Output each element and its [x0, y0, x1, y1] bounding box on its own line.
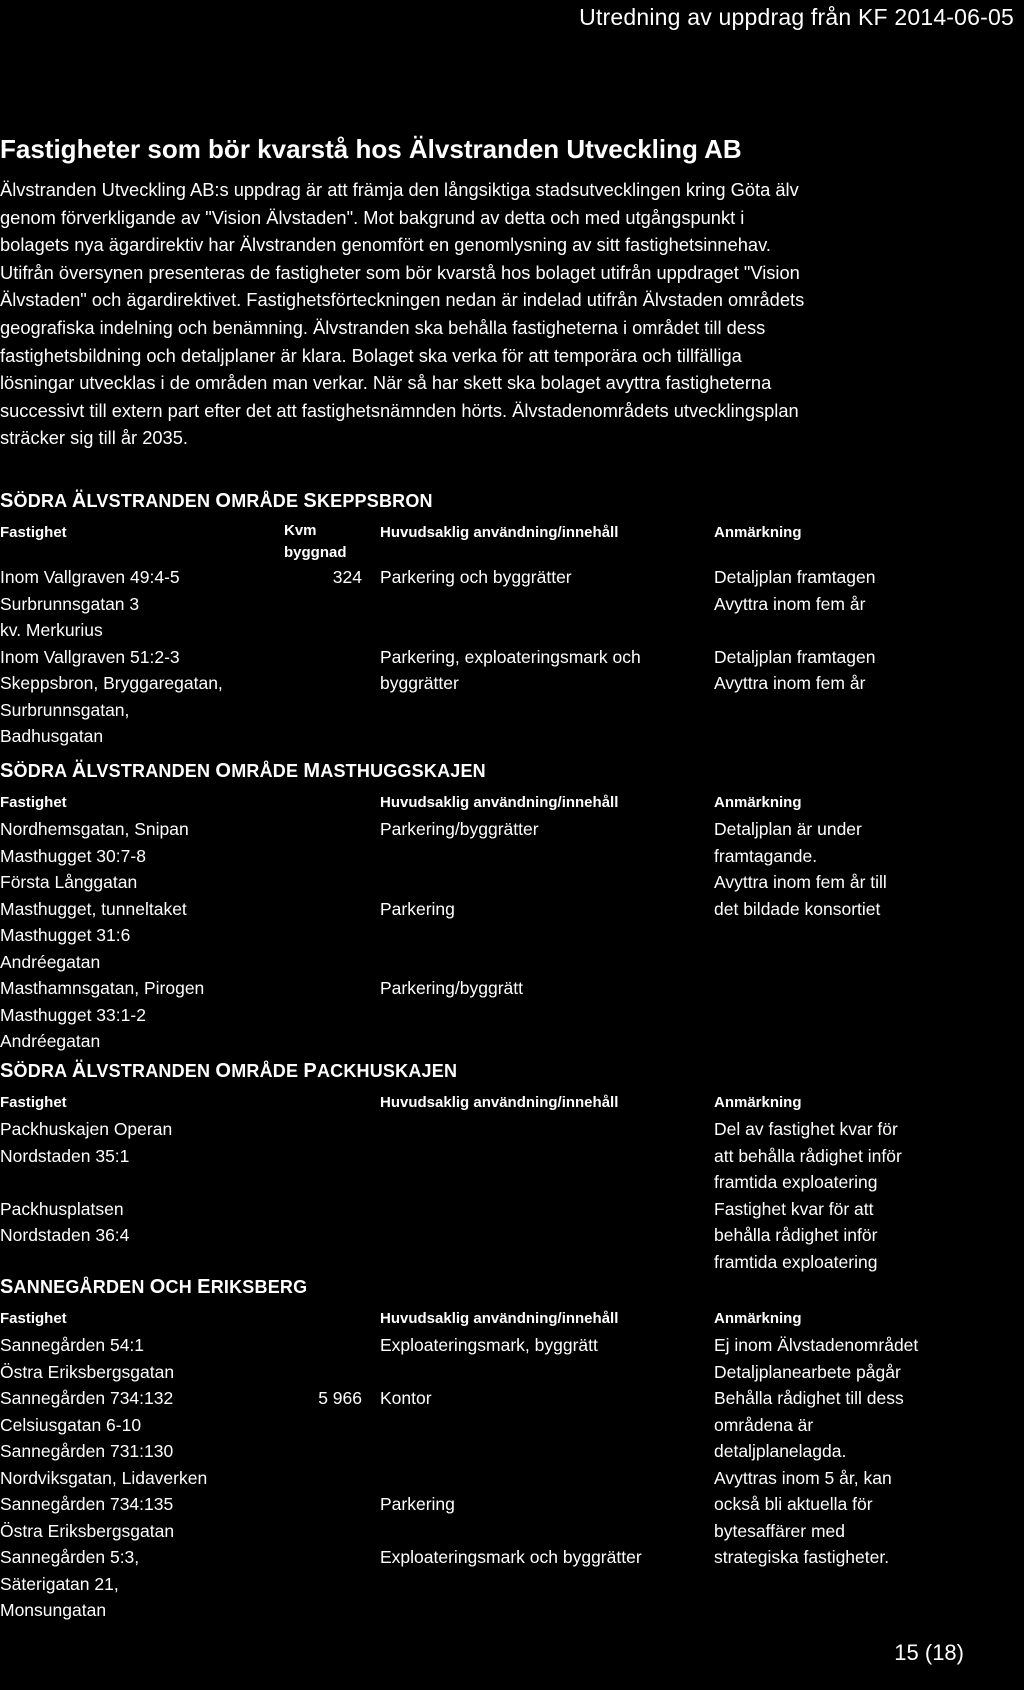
- intro-line: sträcker sig till år 2035.: [0, 427, 188, 449]
- page-number: 15 (18): [894, 1640, 964, 1665]
- header-c3: Huvudsaklig användning/innehåll: [380, 1310, 619, 1327]
- cell-line: Exploateringsmark och byggrätter: [380, 1547, 642, 1567]
- cell-c1: [0, 644, 270, 750]
- cell-line: Avyttra inom fem år: [714, 593, 866, 614]
- cell-line: Celsiusgatan 6-10: [0, 1414, 142, 1435]
- cell-line: Parkering: [380, 1494, 455, 1514]
- cell-line: Fastighet kvar för att: [714, 1198, 874, 1219]
- cell-line: detaljplanelagda.: [714, 1441, 847, 1461]
- header-c1: Fastighet: [0, 1094, 67, 1111]
- cell-line: Nordviksgatan, Lidaverken: [0, 1467, 208, 1488]
- cell-line: Kontor: [380, 1388, 432, 1408]
- cell-c4: [714, 1116, 984, 1196]
- cell-line: Parkering och byggrätter: [380, 567, 572, 587]
- cell-line: Inom Vallgraven 49:4-5: [0, 567, 180, 587]
- cell-line: framtagande.: [714, 845, 818, 866]
- cell-line: bytesaffärer med: [714, 1520, 845, 1541]
- cell-c3: [380, 816, 700, 843]
- cell-line: strategiska fastigheter.: [714, 1547, 890, 1567]
- cell-line: kv. Merkurius: [0, 620, 103, 640]
- table-header: [0, 1306, 980, 1332]
- cell-line: Första Långgatan: [0, 872, 138, 892]
- table-row: [0, 975, 980, 1055]
- cell-line: Masthugget 31:6: [0, 925, 131, 945]
- cell-line: Nordstaden 35:1: [0, 1145, 130, 1166]
- cell-c3: [380, 1332, 700, 1359]
- intro-line: Utifrån översynen presenteras de fastigheter som bör kvarstå hos bolaget utifrån uppdraget "Vision: [0, 261, 800, 283]
- section-title-sannegarden-eriksberg: SANNEGÅRDEN OCH ERIKSBERG: [0, 1276, 308, 1298]
- cell-line: Sannegården 5:3,: [0, 1547, 140, 1567]
- section-title-skeppsbron: SÖDRA ÄLVSTRANDEN OMRÅDE SKEPPSBRON: [0, 490, 433, 512]
- table-masthuggskajen: [0, 790, 980, 1055]
- table-row: [0, 816, 980, 896]
- cell-c3: [380, 896, 700, 923]
- table-row: [0, 896, 980, 976]
- header-c4: Anmärkning: [714, 1310, 802, 1327]
- intro-line: lösningar utvecklas i de områden man verkar. När så har skett ska bolaget avyttra fastigheterna: [0, 372, 772, 394]
- cell-line: Packhusplatsen: [0, 1198, 124, 1219]
- header-c1: Fastighet: [0, 794, 67, 811]
- cell-line: Surbrunnsgatan 3: [0, 593, 140, 614]
- cell-line: byggrätter: [380, 673, 459, 693]
- cell-c3: [380, 564, 700, 591]
- cell-c4: [714, 1385, 984, 1491]
- cell-c3: [380, 975, 700, 1002]
- cell-line: Skeppsbron, Bryggaregatan,: [0, 673, 223, 693]
- table-row: [0, 1196, 980, 1276]
- table-row: [0, 1491, 980, 1544]
- table-row: [0, 564, 980, 644]
- table-row: [0, 1332, 980, 1385]
- intro-line: genom förverkligande av "Vision Älvstaden". Mot bakgrund av detta och med utgångspunkt i: [0, 206, 745, 228]
- cell-line: Östra Eriksbergsgatan: [0, 1520, 175, 1541]
- table-header: [0, 790, 980, 816]
- cell-c3: [380, 1544, 700, 1571]
- cell-line: Del av fastighet kvar för: [714, 1119, 898, 1139]
- table-row: [0, 1116, 980, 1196]
- cell-line: Behålla rådighet till dess: [714, 1388, 904, 1408]
- header-c4: Anmärkning: [714, 1094, 802, 1111]
- cell-line: Packhuskajen Operan: [0, 1119, 173, 1139]
- intro-line: successivt till extern part efter det att fastighetsnämnden hörts. Älvstadenområdets utvecklingsplan: [0, 399, 799, 421]
- cell-c4: [714, 1332, 984, 1385]
- cell-kvm: 324: [332, 567, 362, 587]
- cell-line: Andréegatan: [0, 1031, 101, 1051]
- cell-line: Östra Eriksbergsgatan: [0, 1361, 175, 1382]
- cell-line: Detaljplan framtagen: [714, 567, 876, 587]
- table-sannegarden-eriksberg: [0, 1306, 980, 1624]
- cell-line: Sannegården 54:1: [0, 1335, 145, 1355]
- header-c2: Kvm byggnad: [284, 522, 347, 561]
- cell-line: Exploateringsmark, byggrätt: [380, 1335, 598, 1355]
- cell-line: också bli aktuella för: [714, 1494, 873, 1514]
- cell-c4: [714, 896, 984, 923]
- cell-c1: [0, 1196, 270, 1249]
- cell-c1: [0, 1491, 270, 1544]
- table-row: [0, 1544, 980, 1624]
- cell-c1: [0, 1385, 270, 1491]
- cell-c1: [0, 1332, 270, 1385]
- cell-line: Detaljplan är under: [714, 819, 862, 839]
- table-packhuskajen: [0, 1090, 980, 1275]
- section-title-masthuggskajen: SÖDRA ÄLVSTRANDEN OMRÅDE MASTHUGGSKAJEN: [0, 760, 486, 782]
- intro-line: geografiska indelning och benämning. Älvstranden ska behålla fastigheterna i området till dess: [0, 316, 766, 338]
- cell-line: att behålla rådighet inför: [714, 1145, 902, 1166]
- cell-line: Detaljplanearbete pågår: [714, 1361, 901, 1382]
- cell-line: [0, 1169, 270, 1196]
- header-c1: Fastighet: [0, 524, 67, 541]
- cell-line: Säterigatan 21,: [0, 1573, 119, 1594]
- table-row: [0, 644, 980, 750]
- cell-c4: [714, 564, 984, 617]
- cell-c3: [380, 1385, 700, 1412]
- cell-line: Parkering, exploateringsmark och: [380, 646, 641, 667]
- cell-line: Parkering: [380, 898, 455, 919]
- cell-c1: [0, 896, 270, 976]
- cell-line: Nordhemsgatan, Snipan: [0, 819, 189, 839]
- cell-line: Andréegatan: [0, 951, 101, 972]
- header-c3: Huvudsaklig användning/innehåll: [380, 794, 619, 811]
- page-header: Utredning av uppdrag från KF 2014-06-05: [579, 4, 1014, 30]
- cell-line: Parkering/byggrätter: [380, 819, 539, 839]
- cell-line: Masthugget, tunneltaket: [0, 898, 187, 919]
- cell-line: Parkering/byggrätt: [380, 978, 523, 998]
- cell-line: Avyttras inom 5 år, kan: [714, 1467, 892, 1488]
- cell-c4: [714, 1491, 984, 1544]
- header-c3: Huvudsaklig användning/innehåll: [380, 524, 619, 541]
- cell-c1: [0, 564, 270, 644]
- page-title: Fastigheter som bör kvarstå hos Älvstranden Utveckling AB: [0, 134, 742, 164]
- intro-paragraph: [0, 176, 975, 452]
- cell-c1: [0, 816, 270, 896]
- cell-c1: [0, 1544, 270, 1624]
- cell-line: framtida exploatering: [714, 1172, 878, 1192]
- cell-line: Avyttra inom fem år: [714, 673, 866, 693]
- intro-line: fastighetsbildning och detaljplaner är klara. Bolaget ska verka för att temporära och tillfälliga: [0, 344, 742, 366]
- table-header: [0, 1090, 980, 1116]
- cell-line: behålla rådighet inför: [714, 1225, 878, 1245]
- cell-c4: [714, 1544, 984, 1571]
- cell-kvm: 5 966: [318, 1388, 362, 1408]
- cell-line: Inom Vallgraven 51:2-3: [0, 646, 180, 667]
- header-c1: Fastighet: [0, 1310, 67, 1327]
- cell-line: Sannegården 734:135: [0, 1494, 174, 1514]
- cell-line: Sannegården 731:130: [0, 1441, 174, 1461]
- header-c4: Anmärkning: [714, 794, 802, 811]
- cell-line: det bildade konsortiet: [714, 898, 881, 919]
- intro-line: Älvstranden Utveckling AB:s uppdrag är att främja den långsiktiga stadsutvecklingen kring Göta älv: [0, 179, 799, 200]
- cell-line: framtida exploatering: [714, 1251, 878, 1272]
- cell-line: Avyttra inom fem år till: [714, 872, 887, 892]
- table-row: [0, 1385, 980, 1491]
- header-c3: Huvudsaklig användning/innehåll: [380, 1094, 619, 1111]
- cell-line: Badhusgatan: [0, 726, 104, 746]
- cell-c3: [380, 1491, 700, 1518]
- cell-c1: [0, 1116, 270, 1196]
- cell-line: Nordstaden 36:4: [0, 1225, 130, 1245]
- cell-c1: [0, 975, 270, 1055]
- cell-line: Monsungatan: [0, 1600, 107, 1620]
- table-skeppsbron: [0, 520, 980, 750]
- cell-c4: [714, 644, 984, 697]
- cell-line: Sannegården 734:132: [0, 1388, 174, 1408]
- intro-line: bolagets nya ägardirektiv har Älvstranden genomfört en genomlysning av sitt fastighetsinnehav.: [0, 234, 771, 256]
- header-c4: Anmärkning: [714, 524, 802, 541]
- cell-line: områdena är: [714, 1414, 814, 1435]
- cell-line: Masthugget 33:1-2: [0, 1004, 146, 1025]
- cell-line: Masthamnsgatan, Pirogen: [0, 978, 205, 998]
- cell-line: Detaljplan framtagen: [714, 646, 876, 667]
- cell-c3: [380, 644, 700, 697]
- section-title-packhuskajen: SÖDRA ÄLVSTRANDEN OMRÅDE PACKHUSKAJEN: [0, 1060, 458, 1082]
- intro-line: Älvstaden" och ägardirektivet. Fastighetsförteckningen nedan är indelad utifrån Älvstaden områdets: [0, 289, 805, 311]
- cell-c4: [714, 1196, 984, 1276]
- table-header: [0, 520, 980, 564]
- cell-line: Ej inom Älvstadenområdet: [714, 1335, 919, 1355]
- cell-line: Surbrunnsgatan,: [0, 699, 130, 720]
- cell-line: Masthugget 30:7-8: [0, 845, 146, 866]
- cell-c4: [714, 816, 984, 896]
